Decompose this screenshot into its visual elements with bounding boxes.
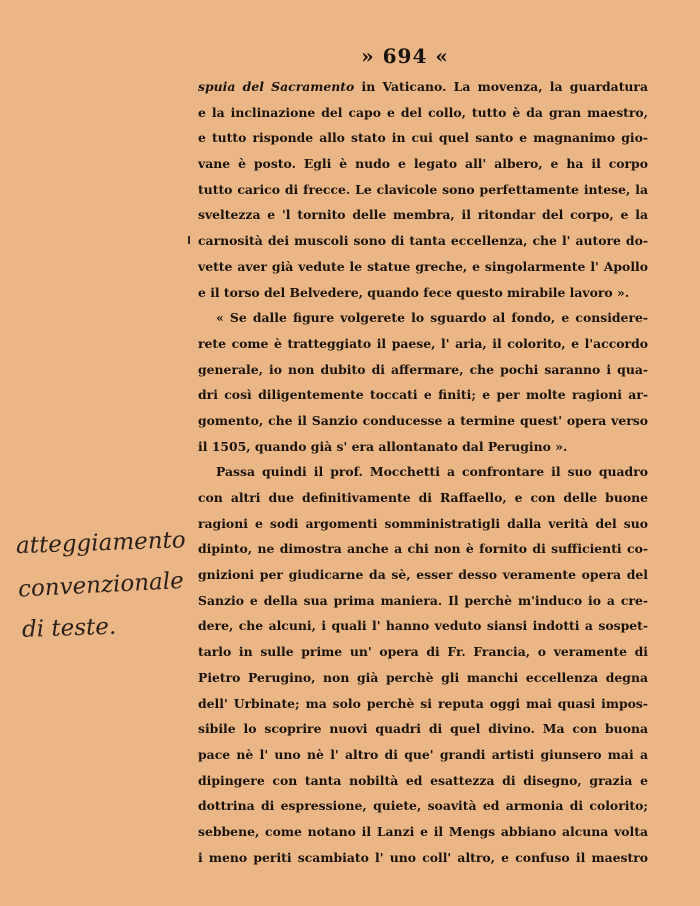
- text-line: dipinto, ne dimostra anche a chi non è fornito di sufficienti co-: [198, 541, 648, 557]
- body-text: [198, 74, 648, 870]
- text-line: e la inclinazione del capo e del collo, tutto è da gran maestro,: [198, 104, 648, 120]
- text-line: sebbene, come notano il Lanzi e il Mengs abbiano alcuna volta: [198, 823, 648, 839]
- margin-note-line: di teste.: [21, 613, 117, 643]
- text-line: dri così diligentemente toccati e finiti; e per molte ragioni ar-: [198, 387, 648, 403]
- text-line: i meno periti scambiato l' uno coll' altro, e confuso il maestro: [198, 849, 648, 865]
- text-line: sibile lo scoprire nuovi quadri di quel divino. Ma con buona: [198, 721, 648, 737]
- text-line: carnosità dei muscoli sono di tanta eccellenza, che l' autore do-: [198, 233, 648, 249]
- text-line: Passa quindi il prof. Mocchetti a confrontare il suo quadro: [216, 464, 648, 480]
- margin-note-line: convenzionale: [17, 567, 185, 603]
- text-line: tutto carico di frecce. Le clavicole sono perfettamente intese, la: [198, 181, 648, 197]
- text-line: vane è posto. Egli è nudo e legato all' albero, e ha il corpo: [198, 156, 648, 172]
- text-line: dottrina di espressione, quiete, soavità ed armonia di colorito;: [198, 798, 648, 814]
- text-line: ragioni e sodi argomenti somministratigli dalla verità del suo: [198, 515, 648, 531]
- text-line: dere, che alcuni, i quali l' hanno veduto siansi indotti a sospet-: [198, 618, 648, 634]
- text-line: gomento, che il Sanzio conducesse a termine quest' opera verso: [198, 412, 648, 428]
- text-line: « Se dalle figure volgerete lo sguardo al fondo, e considere-: [216, 310, 648, 326]
- page-number: » 694 «: [361, 44, 449, 68]
- text-line: dell' Urbinate; ma solo perchè si reputa oggi mai quasi impos-: [198, 695, 648, 711]
- text-line: dipingere con tanta nobiltà ed esattezza di disegno, grazia e: [198, 772, 648, 788]
- text-line: e il torso del Belvedere, quando fece questo mirabile lavoro ».: [198, 284, 630, 300]
- text-line: Sanzio e della sua prima maniera. Il perchè m'induco io a cre-: [198, 592, 648, 608]
- text-line: con altri due definitivamente di Raffaello, e con delle buone: [198, 490, 648, 505]
- line-text: in Vaticano. La movenza, la guardatura: [354, 79, 648, 94]
- text-line: sveltezza e 'l tornito delle membra, il ritondar del corpo, e la: [198, 207, 648, 223]
- text-line: il 1505, quando già s' era allontanato dal Perugino ».: [198, 438, 568, 454]
- text-line: rete come è tratteggiato il paese, l' aria, il colorito, e l'accordo: [198, 335, 648, 351]
- text-line: gnizioni per giudicarne da sè, esser desso veramente opera del: [198, 567, 648, 583]
- text-line: [198, 74, 648, 100]
- text-line: Pietro Perugino, non già perchè gli manchi eccellenza degna: [198, 669, 648, 685]
- margin-tick-mark: [188, 236, 190, 244]
- text-line: pace nè l' uno nè l' altro di que' grandi artisti giunsero mai a: [198, 746, 648, 762]
- text-line: generale, io non dubito di affermare, che pochi saranno i qua-: [198, 361, 648, 377]
- margin-note-line: atteggiamento: [15, 527, 187, 560]
- text-line: e tutto risponde allo stato in cui quel santo e magnanimo gio-: [198, 130, 648, 146]
- handwritten-margin-note: [16, 522, 196, 648]
- text-line: tarlo in sulle prime un' opera di Fr. Francia, o veramente di: [198, 644, 648, 660]
- text-line: vette aver già vedute le statue greche, e singolarmente l' Apollo: [198, 258, 648, 274]
- italic-phrase: spuia del Sacramento: [198, 79, 355, 94]
